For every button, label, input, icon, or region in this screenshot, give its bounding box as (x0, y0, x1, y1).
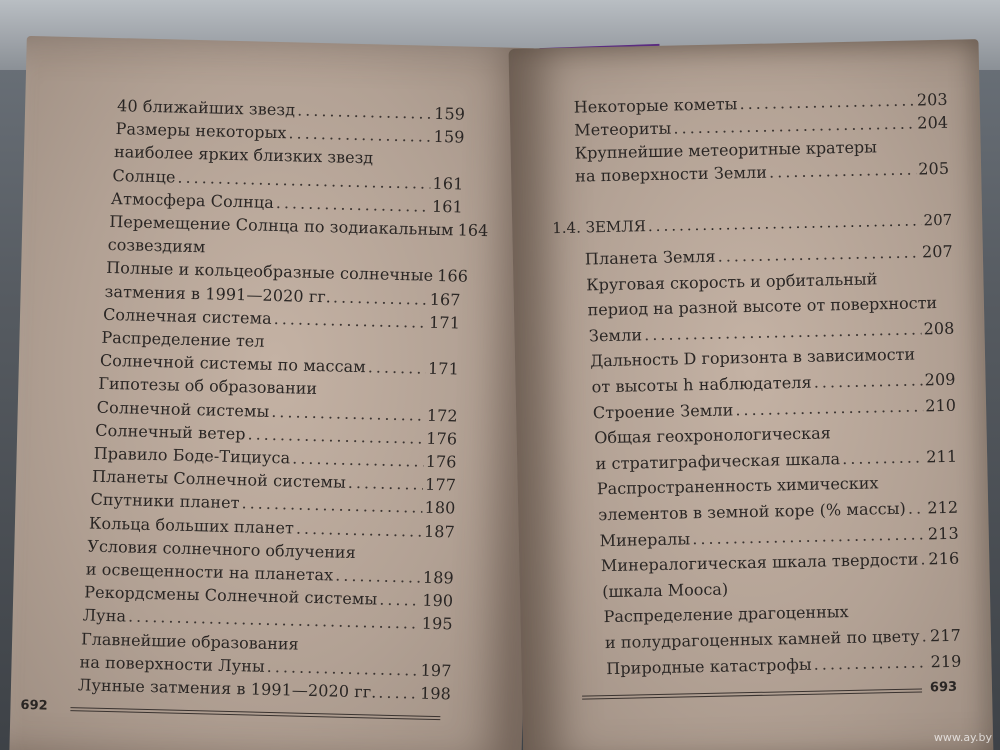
toc-entry-label: Распределение тел (101, 327, 265, 351)
toc-entry-label: Луна (82, 605, 127, 626)
toc-entry-label: Перемещение Солнца по зодиакальным (109, 211, 454, 240)
toc-entry-label: Главнейшие образования (80, 628, 299, 654)
toc-entry (599, 523, 959, 551)
toc-entry-label: (шкала Мооса) (602, 579, 729, 601)
left-page-number: 692 (20, 697, 48, 714)
toc-entry (575, 159, 949, 187)
toc-leader-dots (288, 123, 432, 146)
toc-entry-label: Солнце (112, 165, 176, 187)
toc-leader-dots (644, 319, 922, 345)
toc-entry-label: Размеры некоторых (115, 119, 287, 143)
toc-entry-page: 204 (917, 112, 949, 133)
toc-entry-page: 203 (916, 89, 948, 110)
toc-leader-dots (274, 309, 428, 333)
toc-entry-label: Солнечной системы (96, 397, 270, 421)
toc-entry-label: Распределение драгоценных (603, 602, 849, 627)
toc-leader-dots (267, 657, 419, 681)
toc-leader-dots (368, 357, 427, 378)
toc-entry-page: 180 (424, 498, 456, 518)
toc-entry-label: Солнечный ветер (95, 420, 246, 444)
right-page-number: 693 (929, 679, 958, 696)
toc-entry-page: 212 (927, 497, 959, 518)
toc-entry-page: 207 (921, 241, 954, 262)
toc-entry-label: созвездиям (107, 235, 206, 257)
toc-entry-label: Круговая скорость и орбитальный (586, 268, 878, 295)
toc-entry-label: Некоторые кометы (573, 94, 738, 117)
toc-entry (585, 242, 953, 270)
toc-entry-label: затмения в 1991—2020 гг. (104, 281, 332, 306)
toc-entry (598, 498, 958, 526)
toc-entry-page: 210 (925, 395, 957, 415)
toc-entry-page: 172 (426, 405, 458, 426)
toc-entry-label: Дальность D горизонта в зависимости (590, 344, 916, 371)
toc-entry-label: Кольца больших планет (88, 513, 295, 538)
toc-entry-label: 40 ближайших звезд (116, 96, 296, 120)
toc-entry-label: на поверхности Земли (574, 162, 768, 186)
toc-entry-page: 176 (425, 451, 457, 472)
toc-leader-dots (920, 550, 926, 570)
toc-entry (574, 113, 948, 141)
toc-leader-dots (739, 91, 915, 115)
toc-entry-page: 190 (422, 590, 454, 611)
toc-leader-dots (276, 193, 431, 217)
toc-leader-dots (379, 590, 421, 611)
left-footer-rule (70, 707, 440, 720)
toc-entry-page: 167 (429, 289, 461, 310)
toc-leader-dots (297, 100, 433, 123)
toc-entry-page: 171 (427, 358, 460, 379)
toc-leader-dots (241, 494, 422, 518)
toc-entry-label: Атмосфера Солнца (110, 188, 275, 212)
toc-leader-dots (813, 652, 928, 674)
right-page (509, 39, 994, 750)
toc-entry-page: 205 (918, 158, 950, 179)
toc-entry-label: Спутники планет (90, 489, 240, 513)
toc-entry-label: элементов в земной коре (% массы) (598, 498, 907, 525)
toc-entry-page: 161 (431, 196, 464, 217)
toc-entry-label: Метеориты (574, 118, 672, 140)
toc-leader-dots (296, 518, 423, 541)
toc-entry-page: 189 (422, 567, 454, 588)
toc-entry-label: Строение Земли (592, 399, 734, 422)
toc-entry-page: 198 (419, 683, 452, 704)
toc-entry-page: 159 (434, 103, 466, 124)
right-footer-rule (582, 688, 922, 699)
toc-entry-label: Условия солнечного облучения (87, 536, 356, 562)
toc-leader-dots (648, 210, 922, 236)
toc-entry-page: 195 (421, 614, 453, 634)
toc-leader-dots (378, 683, 418, 704)
toc-leader-dots (769, 159, 917, 182)
toc-leader-dots (842, 447, 925, 469)
toc-entry-label: Полные и кольцеобразные солнечные (105, 258, 434, 286)
toc-entry-label: Земли (588, 325, 643, 346)
toc-leader-dots (717, 242, 920, 266)
toc-entry-page: 197 (420, 660, 452, 681)
toc-entry-label: и освещенности на планетах (85, 559, 334, 585)
toc-entry-page: 171 (428, 312, 461, 333)
left-page (9, 36, 538, 750)
toc-entry-label: Лунные затмения в 1991—2020 гг. (77, 675, 377, 702)
section-heading-label: 1.4. ЗЕМЛЯ (552, 217, 647, 238)
toc-leader-dots (735, 396, 923, 420)
toc-entry-page: 166 (436, 266, 469, 287)
toc-entry-page: 208 (923, 318, 955, 339)
toc-entry-page: 219 (930, 651, 962, 671)
toc-entry-label: Планета Земля (584, 246, 716, 269)
toc-entry (601, 549, 960, 577)
toc-entry-page: 217 (929, 625, 962, 646)
toc-entry (606, 651, 962, 678)
toc-entry (593, 395, 957, 423)
toc-entry-page: 159 (433, 127, 465, 147)
toc-entry-page: 209 (924, 369, 956, 390)
toc-entry-page: 211 (926, 446, 958, 467)
toc-entry-page: 213 (927, 523, 959, 543)
toc-entry-page: 187 (423, 521, 456, 542)
toc-entry-label: от высоты h наблюдателя (591, 372, 812, 397)
toc-entry-label: Минералы (599, 528, 691, 550)
toc-entry-page: 216 (928, 548, 960, 569)
watermark: www.ay.by (933, 731, 992, 744)
toc-entry-label: Минералогическая шкала твердости (600, 549, 919, 576)
toc-leader-dots (271, 402, 425, 426)
toc-leader-dots (692, 524, 926, 549)
toc-entry-label: Солнечная система (102, 304, 273, 328)
toc-entry-page: 177 (424, 474, 457, 495)
toc-entry-label: Распространенность химических (596, 473, 879, 499)
toc-entry (589, 319, 955, 347)
toc-entry-label: Гипотезы об образовании (98, 374, 318, 399)
toc-entry-label: Солнечной системы по массам (99, 350, 367, 377)
toc-leader-dots (908, 498, 926, 518)
toc-entry-label: на поверхности Луны (79, 652, 266, 676)
toc-leader-dots (333, 287, 428, 309)
toc-entry-label: и стратиграфическая шкала (595, 448, 841, 474)
toc-leader-dots (348, 473, 424, 495)
toc-entry-label: Природные катастрофы (606, 654, 812, 678)
section-heading (552, 210, 952, 238)
toc-entry-label: Рекордсмены Солнечной системы (84, 582, 378, 609)
toc-entry (595, 446, 957, 474)
toc-entry-label: наиболее ярких близких звезд (113, 142, 374, 168)
toc-entry-label: период на разной высоте от поверхности (587, 293, 938, 320)
toc-entry-label: Правило Боде-Тициуса (93, 443, 291, 468)
toc-leader-dots (128, 607, 420, 634)
toc-leader-dots (814, 370, 923, 392)
toc-entry-page: 164 (457, 220, 489, 241)
toc-entry (591, 370, 955, 398)
toc-leader-dots (292, 448, 424, 471)
toc-entry-label: Крупнейшие метеоритные кратеры (574, 137, 878, 163)
section-heading-page: 207 (923, 210, 953, 230)
toc-entry (605, 626, 961, 653)
toc-entry-label: Общая геохронологическая (594, 423, 831, 448)
toc-entry-page: 161 (432, 173, 464, 194)
toc-entry-label: Планеты Солнечной системы (91, 466, 347, 492)
toc-leader-dots (335, 566, 421, 588)
toc-entry-label: и полудрагоценных камней по цвету (604, 626, 920, 653)
toc-leader-dots (673, 113, 915, 138)
toc-leader-dots (177, 167, 431, 193)
toc-leader-dots (921, 626, 928, 646)
toc-leader-dots (247, 424, 424, 448)
toc-entry-page: 176 (426, 428, 458, 449)
